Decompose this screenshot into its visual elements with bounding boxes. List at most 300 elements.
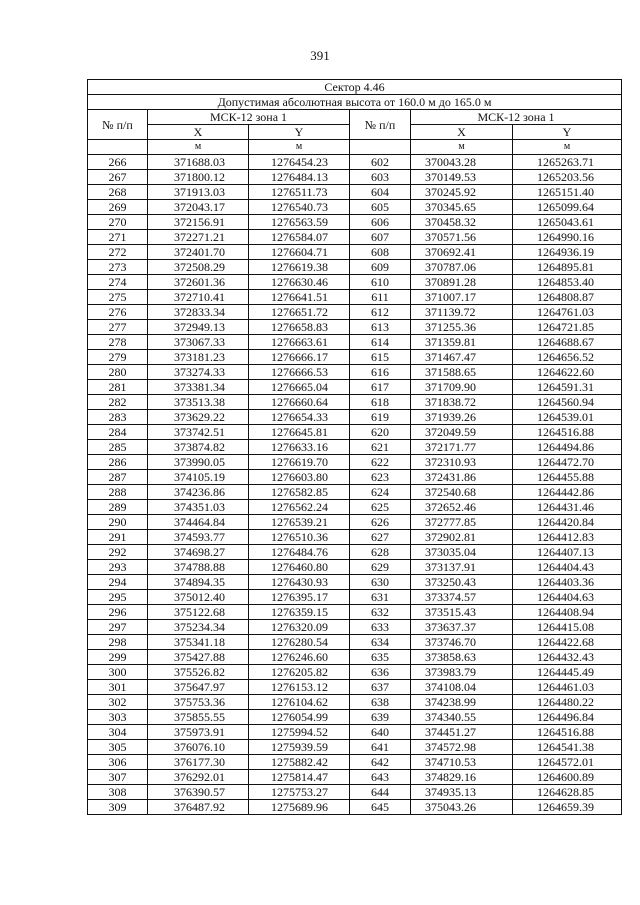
row-number-left: 276	[88, 305, 148, 320]
y-value-right: 1264516.88	[513, 425, 622, 440]
x-value-right: 370571.56	[411, 230, 513, 245]
y-value-right: 1264560.94	[513, 395, 622, 410]
row-number-left: 271	[88, 230, 148, 245]
row-number-left: 285	[88, 440, 148, 455]
x-value-right: 375043.26	[411, 800, 513, 815]
row-number-left: 282	[88, 395, 148, 410]
y-value-left: 1276460.80	[249, 560, 350, 575]
y-value-right: 1264688.67	[513, 335, 622, 350]
row-number-right: 618	[350, 395, 411, 410]
table-row	[88, 260, 622, 275]
table-row	[88, 635, 622, 650]
row-number-left: 300	[88, 665, 148, 680]
row-number-right: 619	[350, 410, 411, 425]
x-value-left: 373381.34	[148, 380, 249, 395]
y-value-right: 1264412.83	[513, 530, 622, 545]
x-value-left: 373274.33	[148, 365, 249, 380]
x-value-left: 372601.36	[148, 275, 249, 290]
row-number-right: 613	[350, 320, 411, 335]
x-value-left: 376292.01	[148, 770, 249, 785]
x-value-right: 374451.27	[411, 725, 513, 740]
row-number-left: 295	[88, 590, 148, 605]
y-value-right: 1264721.85	[513, 320, 622, 335]
table-row	[88, 170, 622, 185]
row-number-right: 608	[350, 245, 411, 260]
y-value-right: 1264431.46	[513, 500, 622, 515]
y-value-right: 1264422.68	[513, 635, 622, 650]
row-number-right: 625	[350, 500, 411, 515]
row-number-right: 602	[350, 155, 411, 170]
x-value-left: 376487.92	[148, 800, 249, 815]
unit-y-left: м	[249, 140, 350, 155]
x-value-right: 373515.43	[411, 605, 513, 620]
y-value-left: 1276484.13	[249, 170, 350, 185]
row-number-right: 642	[350, 755, 411, 770]
table-row	[88, 365, 622, 380]
row-number-left: 284	[88, 425, 148, 440]
y-value-left: 1276666.17	[249, 350, 350, 365]
y-value-left: 1276603.80	[249, 470, 350, 485]
y-value-left: 1276510.36	[249, 530, 350, 545]
x-value-right: 373035.04	[411, 545, 513, 560]
x-value-left: 372949.13	[148, 320, 249, 335]
y-value-right: 1264990.16	[513, 230, 622, 245]
row-number-left: 305	[88, 740, 148, 755]
x-value-left: 371800.12	[148, 170, 249, 185]
table-row	[88, 545, 622, 560]
y-value-left: 1276660.64	[249, 395, 350, 410]
y-value-right: 1264659.39	[513, 800, 622, 815]
y-value-right: 1264415.08	[513, 620, 622, 635]
x-value-right: 372540.68	[411, 485, 513, 500]
unit-spacer-left	[88, 140, 148, 155]
coordinates-table	[87, 79, 622, 815]
x-header-left: X	[148, 125, 249, 140]
y-value-right: 1264936.19	[513, 245, 622, 260]
x-value-right: 371939.26	[411, 410, 513, 425]
altitude-range: Допустимая абсолютная высота от 160.0 м до 165.0 м	[88, 95, 622, 110]
y-value-left: 1276663.61	[249, 335, 350, 350]
table-row	[88, 680, 622, 695]
row-number-right: 634	[350, 635, 411, 650]
y-value-right: 1264407.13	[513, 545, 622, 560]
y-value-right: 1264622.60	[513, 365, 622, 380]
y-value-right: 1264403.36	[513, 575, 622, 590]
y-value-left: 1276562.24	[249, 500, 350, 515]
row-number-left: 303	[88, 710, 148, 725]
row-number-right: 603	[350, 170, 411, 185]
table-row	[88, 590, 622, 605]
y-value-left: 1276054.99	[249, 710, 350, 725]
x-value-left: 373067.33	[148, 335, 249, 350]
x-value-left: 375855.55	[148, 710, 249, 725]
row-number-left: 299	[88, 650, 148, 665]
y-value-right: 1264496.84	[513, 710, 622, 725]
y-value-left: 1275689.96	[249, 800, 350, 815]
row-number-right: 645	[350, 800, 411, 815]
x-value-left: 375012.40	[148, 590, 249, 605]
table-row	[88, 155, 622, 170]
table-row	[88, 755, 622, 770]
row-number-right: 620	[350, 425, 411, 440]
y-value-right: 1264656.52	[513, 350, 622, 365]
y-value-right: 1264445.49	[513, 665, 622, 680]
x-value-right: 371359.81	[411, 335, 513, 350]
row-number-right: 632	[350, 605, 411, 620]
row-number-right: 607	[350, 230, 411, 245]
row-number-right: 640	[350, 725, 411, 740]
y-value-left: 1276280.54	[249, 635, 350, 650]
y-value-right: 1264420.84	[513, 515, 622, 530]
table-row	[88, 650, 622, 665]
table-row	[88, 455, 622, 470]
row-number-right: 629	[350, 560, 411, 575]
x-value-right: 371139.72	[411, 305, 513, 320]
x-value-left: 374105.19	[148, 470, 249, 485]
table-row	[88, 470, 622, 485]
y-value-right: 1265099.64	[513, 200, 622, 215]
row-number-left: 307	[88, 770, 148, 785]
row-number-left: 288	[88, 485, 148, 500]
table-row	[88, 800, 622, 815]
x-value-right: 374340.55	[411, 710, 513, 725]
y-value-right: 1264442.86	[513, 485, 622, 500]
row-number-left: 293	[88, 560, 148, 575]
y-value-left: 1276205.82	[249, 665, 350, 680]
row-number-right: 605	[350, 200, 411, 215]
y-value-left: 1276359.15	[249, 605, 350, 620]
y-value-right: 1264432.43	[513, 650, 622, 665]
row-number-left: 291	[88, 530, 148, 545]
table-row	[88, 605, 622, 620]
y-value-left: 1276651.72	[249, 305, 350, 320]
x-value-right: 373983.79	[411, 665, 513, 680]
row-number-left: 309	[88, 800, 148, 815]
row-number-left: 267	[88, 170, 148, 185]
y-value-left: 1276246.60	[249, 650, 350, 665]
row-number-right: 631	[350, 590, 411, 605]
x-value-right: 374935.13	[411, 785, 513, 800]
x-value-left: 375647.97	[148, 680, 249, 695]
table-row	[88, 575, 622, 590]
x-value-right: 371709.90	[411, 380, 513, 395]
y-header-right: Y	[513, 125, 622, 140]
table-row	[88, 410, 622, 425]
x-value-left: 374698.27	[148, 545, 249, 560]
table-row	[88, 200, 622, 215]
x-value-left: 372043.17	[148, 200, 249, 215]
y-value-right: 1264853.40	[513, 275, 622, 290]
y-value-left: 1275994.52	[249, 725, 350, 740]
table-row	[88, 530, 622, 545]
x-header-right: X	[411, 125, 513, 140]
row-number-left: 298	[88, 635, 148, 650]
row-number-left: 296	[88, 605, 148, 620]
x-value-right: 373374.57	[411, 590, 513, 605]
x-value-left: 376076.10	[148, 740, 249, 755]
sector-title: Сектор 4.46	[88, 80, 622, 95]
y-value-right: 1265043.61	[513, 215, 622, 230]
x-value-right: 373746.70	[411, 635, 513, 650]
table-body	[88, 155, 622, 815]
row-number-left: 283	[88, 410, 148, 425]
msk-zone-header-right: МСК-12 зона 1	[411, 110, 622, 125]
unit-x-left: м	[148, 140, 249, 155]
y-value-left: 1276645.81	[249, 425, 350, 440]
row-number-left: 281	[88, 380, 148, 395]
x-value-right: 374238.99	[411, 695, 513, 710]
row-number-left: 304	[88, 725, 148, 740]
y-value-right: 1264404.43	[513, 560, 622, 575]
row-number-right: 633	[350, 620, 411, 635]
row-number-left: 286	[88, 455, 148, 470]
msk-zone-header-left: МСК-12 зона 1	[148, 110, 350, 125]
x-value-left: 371913.03	[148, 185, 249, 200]
x-value-right: 371467.47	[411, 350, 513, 365]
row-number-left: 269	[88, 200, 148, 215]
x-value-right: 372652.46	[411, 500, 513, 515]
x-value-left: 375234.34	[148, 620, 249, 635]
row-number-left: 297	[88, 620, 148, 635]
y-value-right: 1265151.40	[513, 185, 622, 200]
y-value-right: 1264539.01	[513, 410, 622, 425]
row-number-left: 273	[88, 260, 148, 275]
y-value-right: 1264472.70	[513, 455, 622, 470]
x-value-right: 371588.65	[411, 365, 513, 380]
table-row	[88, 185, 622, 200]
row-number-right: 609	[350, 260, 411, 275]
y-value-left: 1276630.46	[249, 275, 350, 290]
y-value-right: 1264600.89	[513, 770, 622, 785]
table-row	[88, 770, 622, 785]
y-value-right: 1264572.01	[513, 755, 622, 770]
y-value-left: 1276454.23	[249, 155, 350, 170]
y-value-right: 1264761.03	[513, 305, 622, 320]
x-value-right: 370149.53	[411, 170, 513, 185]
row-number-right: 624	[350, 485, 411, 500]
row-number-right: 622	[350, 455, 411, 470]
row-number-right: 616	[350, 365, 411, 380]
y-value-right: 1265263.71	[513, 155, 622, 170]
y-value-right: 1264461.03	[513, 680, 622, 695]
y-value-right: 1264628.85	[513, 785, 622, 800]
y-value-left: 1276540.73	[249, 200, 350, 215]
table-row	[88, 695, 622, 710]
row-number-left: 274	[88, 275, 148, 290]
row-number-left: 301	[88, 680, 148, 695]
table-row	[88, 215, 622, 230]
table-row	[88, 245, 622, 260]
x-value-right: 372902.81	[411, 530, 513, 545]
y-value-left: 1276430.93	[249, 575, 350, 590]
table-row	[88, 665, 622, 680]
num-header-right: № п/п	[350, 110, 411, 140]
row-number-left: 306	[88, 755, 148, 770]
x-value-left: 372710.41	[148, 290, 249, 305]
y-value-left: 1275882.42	[249, 755, 350, 770]
y-value-left: 1276104.62	[249, 695, 350, 710]
y-value-left: 1276641.51	[249, 290, 350, 305]
row-number-right: 606	[350, 215, 411, 230]
row-number-right: 614	[350, 335, 411, 350]
x-value-left: 373742.51	[148, 425, 249, 440]
y-value-left: 1276484.76	[249, 545, 350, 560]
row-number-left: 275	[88, 290, 148, 305]
y-value-left: 1276395.17	[249, 590, 350, 605]
table-row	[88, 230, 622, 245]
y-value-left: 1276153.12	[249, 680, 350, 695]
row-number-left: 308	[88, 785, 148, 800]
x-value-left: 376177.30	[148, 755, 249, 770]
row-number-left: 287	[88, 470, 148, 485]
x-value-left: 374593.77	[148, 530, 249, 545]
x-value-right: 373250.43	[411, 575, 513, 590]
row-number-left: 294	[88, 575, 148, 590]
x-value-right: 372049.59	[411, 425, 513, 440]
y-value-left: 1276584.07	[249, 230, 350, 245]
y-value-right: 1264808.87	[513, 290, 622, 305]
row-number-right: 630	[350, 575, 411, 590]
y-value-right: 1264455.88	[513, 470, 622, 485]
num-header-left: № п/п	[88, 110, 148, 140]
row-number-right: 641	[350, 740, 411, 755]
row-number-right: 643	[350, 770, 411, 785]
x-value-left: 373513.38	[148, 395, 249, 410]
row-number-left: 302	[88, 695, 148, 710]
x-value-right: 373858.63	[411, 650, 513, 665]
x-value-right: 370787.06	[411, 260, 513, 275]
row-number-right: 637	[350, 680, 411, 695]
y-value-left: 1275814.47	[249, 770, 350, 785]
y-value-left: 1276666.53	[249, 365, 350, 380]
y-value-right: 1264895.81	[513, 260, 622, 275]
table-row	[88, 725, 622, 740]
page-number: 391	[310, 48, 330, 63]
table-row	[88, 275, 622, 290]
row-number-left: 270	[88, 215, 148, 230]
row-number-right: 604	[350, 185, 411, 200]
x-value-right: 370245.92	[411, 185, 513, 200]
x-value-left: 374894.35	[148, 575, 249, 590]
x-value-left: 375753.36	[148, 695, 249, 710]
row-number-left: 277	[88, 320, 148, 335]
row-number-right: 636	[350, 665, 411, 680]
x-value-right: 372310.93	[411, 455, 513, 470]
table-row	[88, 620, 622, 635]
row-number-left: 289	[88, 500, 148, 515]
row-number-left: 279	[88, 350, 148, 365]
x-value-left: 374788.88	[148, 560, 249, 575]
x-value-right: 372171.77	[411, 440, 513, 455]
row-number-left: 292	[88, 545, 148, 560]
x-value-right: 370692.41	[411, 245, 513, 260]
table-row	[88, 290, 622, 305]
x-value-right: 373637.37	[411, 620, 513, 635]
y-value-right: 1264480.22	[513, 695, 622, 710]
y-value-right: 1264408.94	[513, 605, 622, 620]
row-number-left: 278	[88, 335, 148, 350]
x-value-right: 371255.36	[411, 320, 513, 335]
table-row	[88, 740, 622, 755]
y-value-left: 1276539.21	[249, 515, 350, 530]
y-value-right: 1264494.86	[513, 440, 622, 455]
y-value-left: 1276511.73	[249, 185, 350, 200]
x-value-right: 374108.04	[411, 680, 513, 695]
y-value-left: 1276619.70	[249, 455, 350, 470]
table-row	[88, 485, 622, 500]
x-value-left: 375122.68	[148, 605, 249, 620]
y-value-left: 1276633.16	[249, 440, 350, 455]
row-number-right: 611	[350, 290, 411, 305]
y-value-right: 1265203.56	[513, 170, 622, 185]
y-value-left: 1276604.71	[249, 245, 350, 260]
unit-spacer-right	[350, 140, 411, 155]
y-value-right: 1264591.31	[513, 380, 622, 395]
row-number-right: 635	[350, 650, 411, 665]
table-row	[88, 710, 622, 725]
y-value-left: 1276320.09	[249, 620, 350, 635]
x-value-left: 372401.70	[148, 245, 249, 260]
x-value-left: 373990.05	[148, 455, 249, 470]
y-value-left: 1275753.27	[249, 785, 350, 800]
unit-x-right: м	[411, 140, 513, 155]
x-value-left: 375341.18	[148, 635, 249, 650]
table-row	[88, 380, 622, 395]
x-value-right: 374829.16	[411, 770, 513, 785]
table-row	[88, 785, 622, 800]
y-value-left: 1276563.59	[249, 215, 350, 230]
x-value-right: 370458.32	[411, 215, 513, 230]
row-number-right: 610	[350, 275, 411, 290]
x-value-left: 373181.23	[148, 350, 249, 365]
x-value-right: 372777.85	[411, 515, 513, 530]
x-value-right: 374710.53	[411, 755, 513, 770]
y-value-left: 1276582.85	[249, 485, 350, 500]
y-value-right: 1264541.38	[513, 740, 622, 755]
x-value-left: 375973.91	[148, 725, 249, 740]
x-value-right: 373137.91	[411, 560, 513, 575]
table-row	[88, 350, 622, 365]
x-value-left: 372833.34	[148, 305, 249, 320]
x-value-left: 374236.86	[148, 485, 249, 500]
row-number-right: 639	[350, 710, 411, 725]
x-value-left: 375427.88	[148, 650, 249, 665]
row-number-left: 266	[88, 155, 148, 170]
row-number-right: 623	[350, 470, 411, 485]
table-row	[88, 500, 622, 515]
table-row	[88, 395, 622, 410]
x-value-right: 370891.28	[411, 275, 513, 290]
x-value-right: 374572.98	[411, 740, 513, 755]
x-value-left: 376390.57	[148, 785, 249, 800]
y-value-left: 1276658.83	[249, 320, 350, 335]
x-value-right: 371007.17	[411, 290, 513, 305]
table-row	[88, 425, 622, 440]
row-number-right: 644	[350, 785, 411, 800]
x-value-right: 370345.65	[411, 200, 513, 215]
y-value-left: 1276654.33	[249, 410, 350, 425]
y-value-right: 1264404.63	[513, 590, 622, 605]
x-value-left: 374351.03	[148, 500, 249, 515]
row-number-right: 617	[350, 380, 411, 395]
row-number-right: 627	[350, 530, 411, 545]
x-value-left: 373629.22	[148, 410, 249, 425]
x-value-left: 375526.82	[148, 665, 249, 680]
table-row	[88, 560, 622, 575]
y-value-left: 1275939.59	[249, 740, 350, 755]
table-row	[88, 515, 622, 530]
unit-y-right: м	[513, 140, 622, 155]
